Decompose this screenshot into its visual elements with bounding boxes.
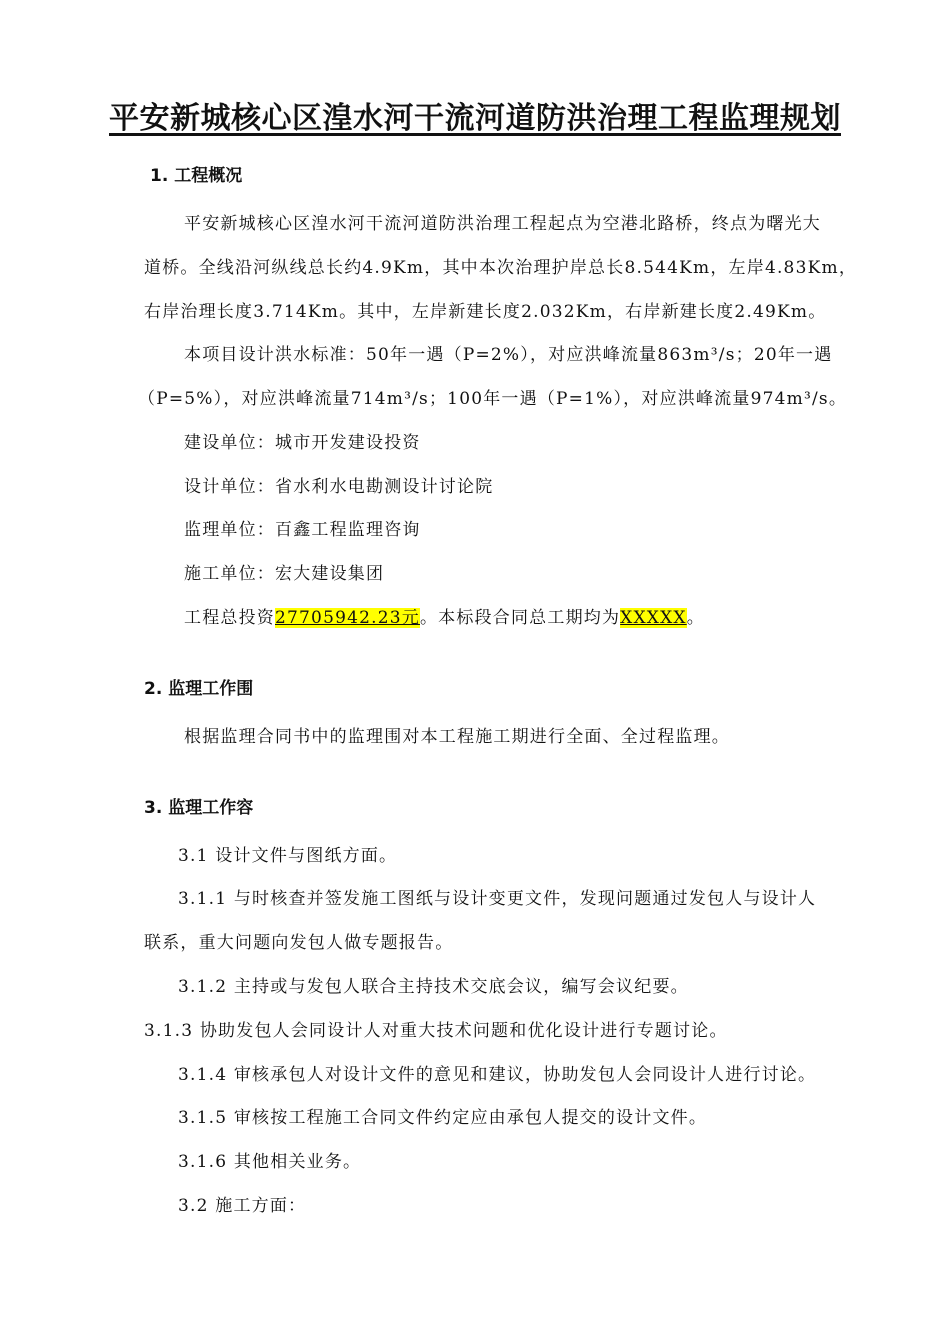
investment-suffix: 。 xyxy=(686,608,705,628)
item-3-2: 3.2 施工方面： xyxy=(178,1196,307,1216)
investment-middle: 。本标段合同总工期均为 xyxy=(419,608,621,628)
para1-line2: 道桥。全线沿河纵线总长约4.9Km，其中本次治理护岸总长8.544Km，左岸4.83Km， xyxy=(144,258,858,278)
supervisor-line: 监理单位：百鑫工程监理咨询 xyxy=(184,520,421,540)
item-3-1: 3.1 设计文件与图纸方面。 xyxy=(178,846,398,866)
item-3-1-3: 3.1.3 协助发包人会同设计人对重大技术问题和优化设计进行专题讨论。 xyxy=(144,1021,728,1041)
contractor-line: 施工单位：宏大建设集团 xyxy=(184,564,385,584)
section-3-heading: 3. 监理工作容 xyxy=(144,798,254,818)
para2-line2: （P=5%），对应洪峰流量714m³/s；100年一遇（P=1%），对应洪峰流量974m³/s。 xyxy=(138,389,848,409)
investment-line xyxy=(184,610,705,627)
item-3-1-5: 3.1.5 审核按工程施工合同文件约定应由承包人提交的设计文件。 xyxy=(178,1108,708,1128)
para1-line1: 平安新城核心区湟水河干流河道防洪治理工程起点为空港北路桥，终点为曙光大 xyxy=(184,214,821,234)
document-title: 平安新城核心区湟水河干流河道防洪治理工程监理规划 xyxy=(109,101,841,136)
para1-line3: 右岸治理长度3.714Km。其中，左岸新建长度2.032Km，右岸新建长度2.49Km。 xyxy=(144,302,827,322)
item-3-1-1-line1: 3.1.1 与时核查并签发施工图纸与设计变更文件，发现问题通过发包人与设计人 xyxy=(178,889,817,909)
section-2-heading: 2. 监理工作围 xyxy=(144,679,254,699)
designer-line: 设计单位：省水利水电勘测设计讨论院 xyxy=(184,477,494,497)
section-2-para: 根据监理合同书中的监理围对本工程施工期进行全面、全过程监理。 xyxy=(184,727,730,747)
item-3-1-1-line2: 联系，重大问题向发包人做专题报告。 xyxy=(144,933,454,953)
builder-line: 建设单位：城市开发建设投资 xyxy=(184,433,421,453)
item-3-1-4: 3.1.4 审核承包人对设计文件的意见和建议，协助发包人会同设计人进行讨论。 xyxy=(178,1065,817,1085)
item-3-1-2: 3.1.2 主持或与发包人联合主持技术交底会议，编写会议纪要。 xyxy=(178,977,689,997)
section-1-heading: 1. 工程概况 xyxy=(150,166,243,186)
duration-placeholder-highlight: XXXXX xyxy=(620,608,687,628)
item-3-1-6: 3.1.6 其他相关业务。 xyxy=(178,1152,362,1172)
investment-prefix: 工程总投资 xyxy=(184,608,275,628)
para2-line1: 本项目设计洪水标准：50年一遇（P=2%），对应洪峰流量863m³/s；20年一遇 xyxy=(184,345,833,365)
investment-amount-highlight: 27705942.23元 xyxy=(275,608,420,628)
